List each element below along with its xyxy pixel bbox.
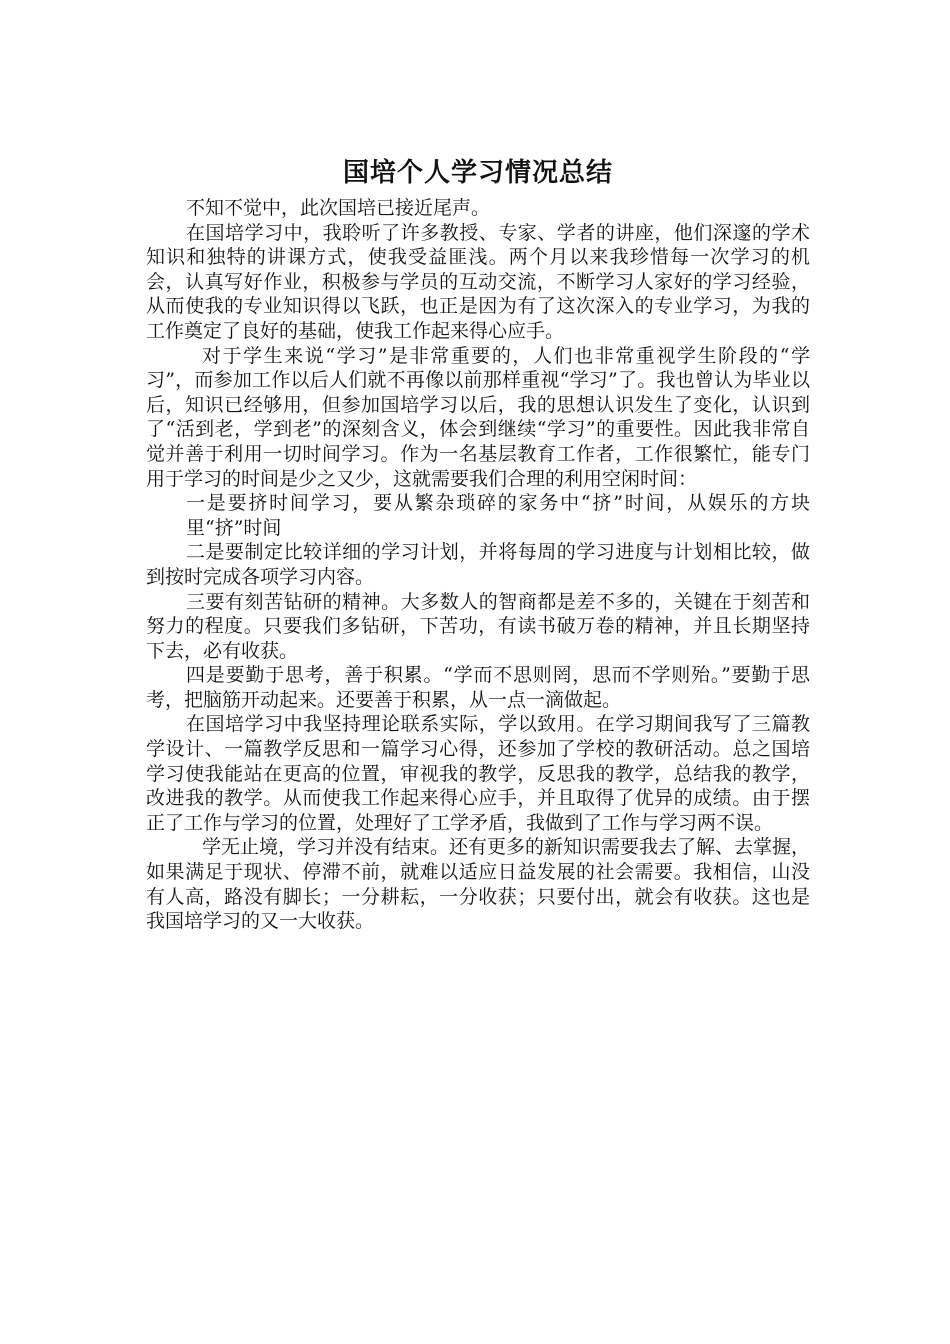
paragraph-opening: 不知不觉中，此次国培已接近尾声。 <box>186 197 491 219</box>
paragraph-practice: 在国培学习中我坚持理论联系实际，学以致用。在学习期间我写了三篇教学设计、一篇教学反思和一篇学习心得，还参加了学校的教研活动。总之国培学习使我能站在更高的位置，审视我的教学，反思我的教学，总结我的教学，改进我的教学。从而使我工作起来得心应手，并且取得了优异的成绩。由于摆正了工作与学习的位置，处理好了工学矛盾，我做到了工作与学习两不误。 <box>146 713 810 834</box>
paragraph-lectures: 在国培学习中，我聆听了许多教授、专家、学者的讲座，他们深邃的学术知识和独特的讲课方式，使我受益匪浅。两个月以来我珍惜每一次学习的机会，认真写好作业，积极参与学员的互动交流，不断学习人家好的学习经验，从而使我的专业知识得以飞跃，也正是因为有了这次深入的专业学习，为我的工作奠定了良好的基础，使我工作起来得心应手。 <box>146 221 810 342</box>
paragraph-point-one: 一是要挤时间学习，要从繁杂琐碎的家务中“挤”时间，从娱乐的方块里“挤”时间 <box>186 492 810 539</box>
document-title: 国培个人学习情况总结 <box>342 158 613 188</box>
paragraph-point-four: 四是要勤于思考，善于积累。“学而不思则罔，思而不学则殆。”要勤于思考，把脑筋开动起来。还要善于积累，从一点一滴做起。 <box>146 664 810 711</box>
paragraph-conclusion: 学无止境，学习并没有结束。还有更多的新知识需要我去了解、去掌握，如果满足于现状、停滞不前，就难以适应日益发展的社会需要。我相信，山没有人高，路没有脚长；一分耕耘，一分收获；只要付出，就会有收获。这也是我国培学习的又一大收获。 <box>146 836 811 933</box>
paragraph-importance-of-learning: 对于学生来说“学习”是非常重要的，人们也非常重视学生阶段的“学习”，而参加工作以后人们就不再像以前那样重视“学习”了。我也曾认为毕业以后，知识已经够用，但参加国培学习以后，我的思想认识发生了变化，认识到了“活到老，学到老”的深刻含义，体会到继续“学习”的重要性。因此我非常自觉并善于利用一切时间学习。作为一名基层教育工作者，工作很繁忙，能专门用于学习的时间是少之又少，这就需要我们合理的利用空闲时间： <box>146 344 810 490</box>
paragraph-point-three: 三要有刻苦钻研的精神。大多数人的智商都是差不多的，关键在于刻苦和努力的程度。只要我们多钻研，下苦功，有读书破万卷的精神，并且长期坚持下去，必有收获。 <box>146 590 810 662</box>
paragraph-point-two: 二是要制定比较详细的学习计划，并将每周的学习进度与计划相比较，做到按时完成各项学习内容。 <box>146 541 810 588</box>
document-body <box>146 152 810 934</box>
